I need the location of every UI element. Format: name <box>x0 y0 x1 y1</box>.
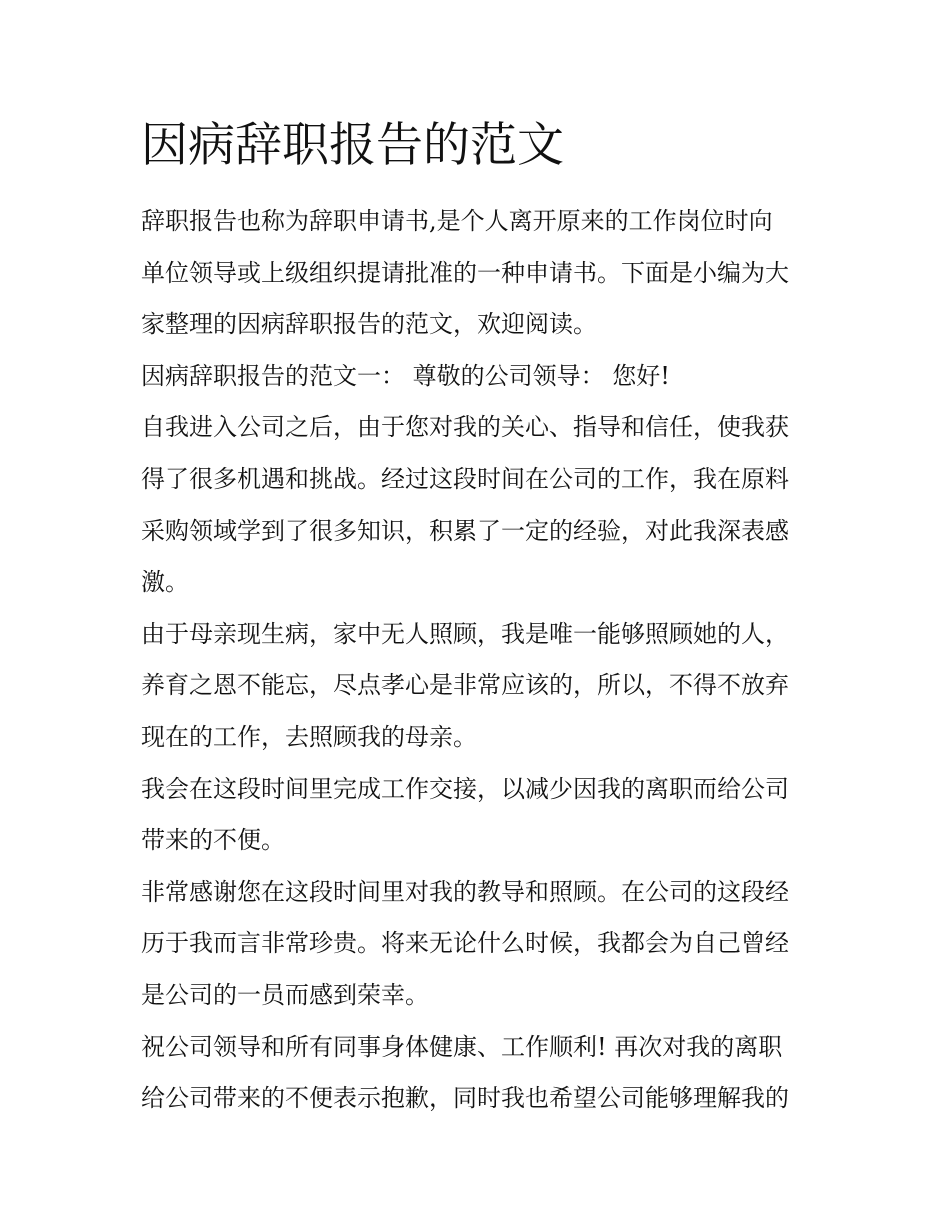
body-line: 非常感谢您在这段时间里对我的教导和照顾。在公司的这段经 <box>141 877 789 906</box>
body-line: 采购领域学到了很多知识，积累了一定的经验，对此我深表感 <box>141 516 789 545</box>
document-title: 因病辞职报告的范文 <box>141 118 564 173</box>
body-line: 养育之恩不能忘，尽点孝心是非常应该的，所以，不得不放弃 <box>141 671 789 700</box>
body-line: 激。 <box>141 568 189 597</box>
body-line: 历于我而言非常珍贵。将来无论什么时候，我都会为自己曾经 <box>141 929 789 958</box>
body-line: 给公司带来的不便表示抱歉，同时我也希望公司能够理解我的 <box>141 1084 789 1113</box>
body-line: 自我进入公司之后，由于您对我的关心、指导和信任，使我获 <box>141 413 789 442</box>
body-line: 现在的工作，去照顾我的母亲。 <box>141 722 477 751</box>
body-line: 由于母亲现生病，家中无人照顾，我是唯一能够照顾她的人， <box>141 619 789 648</box>
body-line: 辞职报告也称为辞职申请书,是个人离开原来的工作岗位时向 <box>141 207 773 235</box>
body-line: 得了很多机遇和挑战。经过这段时间在公司的工作，我在原料 <box>141 464 789 493</box>
document-body <box>141 196 821 1125</box>
body-line: 我会在这段时间里完成工作交接，以减少因我的离职而给公司 <box>141 774 789 803</box>
body-line: 因病辞职报告的范文一： 尊敬的公司领导： 您好! <box>141 361 670 390</box>
body-line: 单位领导或上级组织提请批准的一种申请书。下面是小编为大 <box>141 258 789 287</box>
body-line: 带来的不便。 <box>141 826 285 855</box>
body-line: 家整理的因病辞职报告的范文，欢迎阅读。 <box>141 310 597 339</box>
body-line: 祝公司领导和所有同事身体健康、工作顺利! 再次对我的离职 <box>141 1032 783 1061</box>
body-line: 是公司的一员而感到荣幸。 <box>141 980 429 1009</box>
